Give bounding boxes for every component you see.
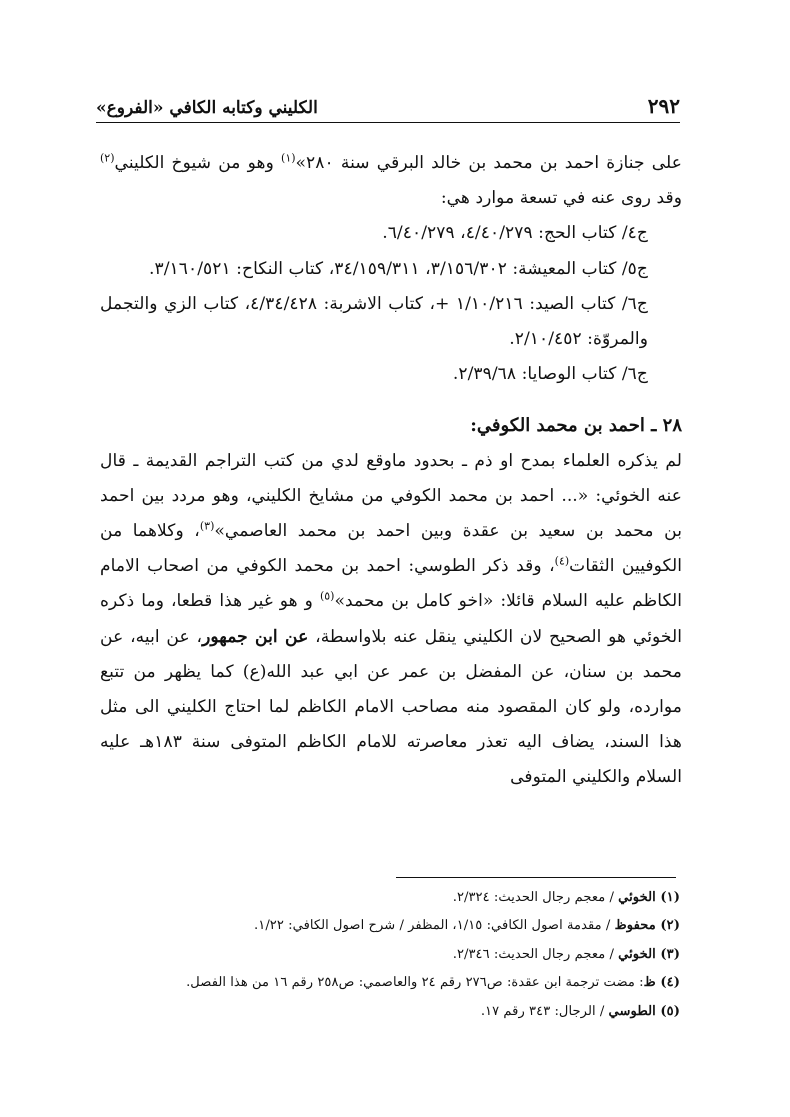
footnote-ref[interactable]: (٣) xyxy=(199,519,215,533)
reference-line: ج٦/ كتاب الصيد: ١/١٠/٢١٦ +، كتاب الاشربة: ٤/٣٤/٤٢٨، كتاب الزي والتجمل والمروّة: ٢/١٠/٤٥٢. xyxy=(100,293,648,350)
footnotes xyxy=(100,884,680,1026)
page-number: ٢٩٢ xyxy=(647,94,680,118)
reference-line: ج٦/ كتاب الوصايا: ٢/٣٩/٦٨. xyxy=(452,364,648,385)
text-segment: ، وقد ذكر الطوسي: احمد بن محمد الكوفي من اصحاب الامام الكاظم عليه السلام قائلا: «اخو كامل بن محمد» xyxy=(100,556,682,612)
bold-text: عن ابن جمهور xyxy=(202,626,309,647)
paragraph-intro xyxy=(100,146,682,216)
page-header xyxy=(96,84,680,123)
footnote-1 xyxy=(100,884,680,912)
footnote-label: (١) الخوئي xyxy=(618,890,680,905)
footnote-3 xyxy=(100,941,680,969)
footnote-5 xyxy=(100,998,680,1026)
main-text xyxy=(100,146,682,796)
running-title: الكليني وكتابه الكافي «الفروع» xyxy=(96,98,318,118)
footnote-ref[interactable]: (٢) xyxy=(100,151,115,165)
text-segment: ، وكلاهما من الكوفيين الثقات xyxy=(100,521,682,577)
text-segment: وهو من شيوخ الكليني xyxy=(114,153,282,173)
footnote-text: / معجم رجال الحديث: ٢/٣٤٦. xyxy=(452,946,619,962)
footnote-2 xyxy=(100,912,680,940)
footnote-text: / الرجال: ٣٤٣ رقم ١٧. xyxy=(480,1003,609,1019)
footnote-text: / معجم رجال الحديث: ٢/٣٢٤. xyxy=(452,890,619,905)
footnote-text: / مقدمة اصول الكافي: ١/١٥، المظفر / شرح اصول الكافي: ١/٢٢. xyxy=(254,918,615,934)
footnote-label: (٤) ظ xyxy=(643,975,680,991)
footnote-separator xyxy=(396,877,676,878)
footnote-label: (٢) محفوظ xyxy=(614,918,680,934)
text-segment: على جنازة احمد بن محمد بن خالد البرقي سنة ٢٨٠» xyxy=(295,153,683,173)
text-segment: و هو غير هذا قطعا، وما ذكره الخوئي هو الصحيح لان الكليني ينقل عنه بلاواسطة، xyxy=(100,591,682,647)
footnote-label: (٣) الخوئي xyxy=(618,946,680,962)
text-segment: وقد روى عنه في تسعة موارد هي: xyxy=(440,188,682,209)
footnote-4 xyxy=(100,969,680,997)
footnote-text: : مضت ترجمة ابن عقدة: ص٢٧٦ رقم ٢٤ والعاصمي: ص٢٥٨ رقم ١٦ من هذا الفصل. xyxy=(186,975,644,991)
reference-line: ج٥/ كتاب المعيشة: ٣/١٥٦/٣٠٢، ٣٤/١٥٩/٣١١، كتاب النكاح: ٣/١٦٠/٥٢١. xyxy=(149,258,648,279)
text-segment: ، عن ابيه، عن محمد بن سنان، عن المفضل بن عمر عن ابي عبد الله(ع) كما يظهر من تتبع موارده، ولو كان المقصود منه مصاحب الامام الكاظم لما احتاج الكليني الى مثل هذا السند، يضاف اليه تعذر معاصرته للامام الكاظم المتوفى سنة ١٨٣هـ عليه السلام والكليني المتوفى xyxy=(100,626,682,788)
paragraph-biography xyxy=(100,444,682,796)
section-heading: ٢٨ ـ احمد بن محمد الكوفي: xyxy=(470,415,682,437)
reference-line: ج٤/ كتاب الحج: ٤/٤٠/٢٧٩، ٦/٤٠/٢٧٩. xyxy=(382,223,648,244)
footnote-ref[interactable]: (٤) xyxy=(554,554,570,568)
footnote-label: (٥) الطوسي xyxy=(608,1003,680,1019)
footnote-ref[interactable]: (١) xyxy=(281,151,296,165)
text-segment: لم يذكره العلماء بمدح او ذم ـ بحدود ماوقع لدي من كتب التراجم القديمة ـ قال عنه الخوئي: «... احمد بن محمد الكوفي من مشايخ الكليني، وهو مردد بين احمد بن محمد بن سعيد بن عقدة وبين احمد بن محمد العاصمي» xyxy=(100,450,682,542)
footnote-ref[interactable]: (٥) xyxy=(319,589,335,603)
